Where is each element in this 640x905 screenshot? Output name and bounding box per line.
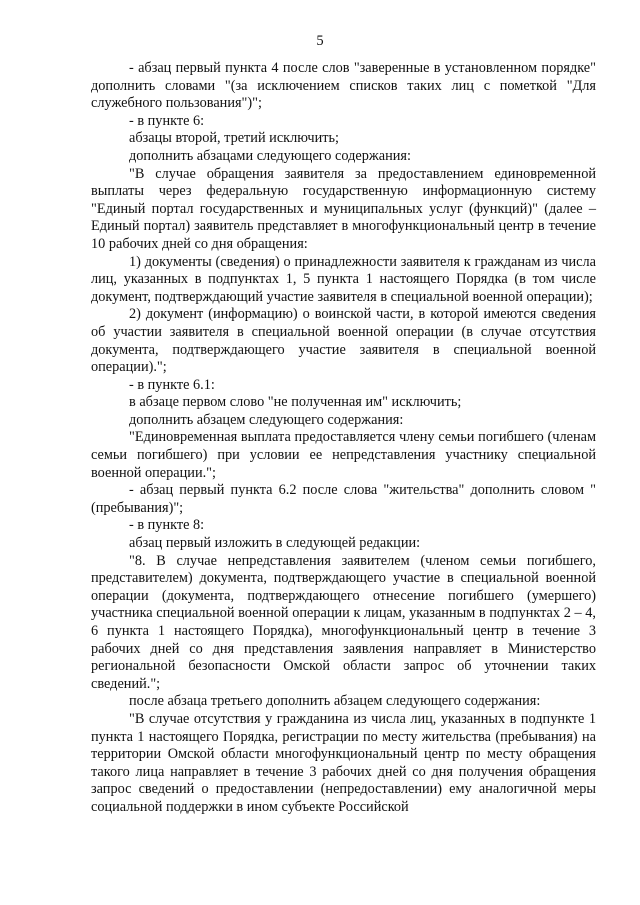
paragraph: "8. В случае непредставления заявителем (членом семьи погибшего, представителем) документа, подтверждающего участие в специальной военной операции (документа, подтверждающего отнесение погибшего (умершего) участника специальной военной операции к лицам, указанным в подпунктах 2 – 4, 6 пункта 1 настоящего Порядка), многофункциональный центр в течение 3 рабочих дней со дня представления заявления направляет в Министерство региональной безопасности Омской области запрос об уточнении таких сведений.";: [91, 552, 596, 692]
paragraph: после абзаца третьего дополнить абзацем следующего содержания:: [129, 693, 541, 710]
paragraph: - абзац первый пункта 6.2 после слова "жительства" дополнить словом "(пребывания)";: [91, 482, 596, 516]
paragraph: в абзаце первом слово "не полученная им" исключить;: [129, 394, 462, 411]
paragraph: 2) документ (информацию) о воинской части, в которой имеются сведения об участии заявителя в специальной военной операции (в случае отсутствия документа, подтверждающего участие заявителя в специальной военной операции).";: [91, 306, 596, 376]
paragraph: дополнить абзацами следующего содержания:: [129, 147, 411, 164]
paragraph: "В случае обращения заявителя за предоставлением единовременной выплаты через федеральную государственную информационную систему "Единый портал государственных и муниципальных услуг (функций)" (далее – Единый портал) заявитель представляет в многофункциональный центр в течение 10 рабочих дней со дня обращения:: [91, 165, 596, 252]
paragraph: "Единовременная выплата предоставляется члену семьи погибшего (членам семьи погибшего) при условии ее непредставления участнику специальной военной операции.";: [91, 429, 596, 481]
paragraph: дополнить абзацем следующего содержания:: [129, 411, 404, 428]
document-body: [91, 60, 596, 817]
paragraph: 1) документы (сведения) о принадлежности заявителя к гражданам из числа лиц, указанных в подпунктах 1, 5 пункта 1 настоящего Порядка (в том числе документ, подтверждающий участие заявителя в специальной военной операции);: [91, 253, 596, 305]
paragraph: "В случае отсутствия у гражданина из числа лиц, указанных в подпункте 1 пункта 1 настоящего Порядка, регистрации по месту жительства (пребывания) на территории Омской области многофункциональный центр по месту обращения такого лица направляет в течение 3 рабочих дней со дня получения обращения запрос сведений о предоставлении (непредоставлении) ему аналогичной меры социальной поддержки в ином субъекте Российской: [91, 710, 596, 815]
paragraph: - в пункте 8:: [129, 517, 205, 534]
paragraph: - в пункте 6.1:: [129, 376, 215, 393]
paragraph: абзацы второй, третий исключить;: [129, 130, 339, 147]
paragraph: - абзац первый пункта 4 после слов "заверенные в установленном порядке" дополнить словами "(за исключением списков таких лиц с пометкой "Для служебного пользования")";: [91, 60, 596, 112]
paragraph: - в пункте 6:: [129, 112, 205, 129]
paragraph: абзац первый изложить в следующей редакции:: [129, 535, 421, 552]
page-number: 5: [316, 33, 324, 49]
